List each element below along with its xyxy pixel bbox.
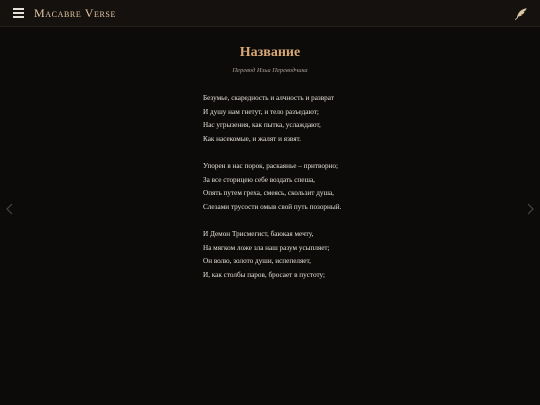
top-bar xyxy=(0,0,540,27)
poem-line: Он волю, золото души, испепеляет, xyxy=(203,257,311,265)
poem-translator: Перевод Ильи Переводчика xyxy=(232,67,308,74)
site-brand[interactable]: Macabre Verse xyxy=(34,6,116,20)
chevron-right-icon[interactable] xyxy=(525,200,535,212)
poem-line: И Демон Трисмегист, баюкая мечту, xyxy=(203,230,314,238)
poem-line: На мягком ложе зла наш разум усыпляет; xyxy=(203,243,330,252)
poem-line: Как насекомые, и жалят и язвят. xyxy=(203,134,301,143)
poem-line: За все сторицею себе воздать спеша, xyxy=(203,175,315,184)
poem-body xyxy=(203,92,503,296)
poem-line: Опять путем греха, смеясь, скользит душа, xyxy=(203,189,334,197)
poem-line: Упорен в нас порок, раскаянье – притворно; xyxy=(203,162,339,170)
stanza xyxy=(203,92,503,146)
poem-title: Название xyxy=(239,45,301,60)
stanza xyxy=(203,160,503,214)
poem-line: И душу нам гнетут, и тело разъедают; xyxy=(203,107,319,116)
reader-content xyxy=(0,27,540,405)
poem-line: Безумье, скаредность и алчность и разврат xyxy=(203,94,334,102)
chevron-left-icon[interactable] xyxy=(5,200,15,212)
poem-line: Нас угрызения, как пытка, услаждают, xyxy=(203,121,321,129)
stanza xyxy=(203,228,503,282)
feather-quill-icon[interactable] xyxy=(514,6,528,20)
poem-line: И, как столбы паров, бросает в пустоту; xyxy=(203,270,325,279)
hamburger-menu-icon[interactable] xyxy=(13,8,24,18)
poem-line: Слезами трусости омыв свой путь позорный. xyxy=(203,202,342,211)
